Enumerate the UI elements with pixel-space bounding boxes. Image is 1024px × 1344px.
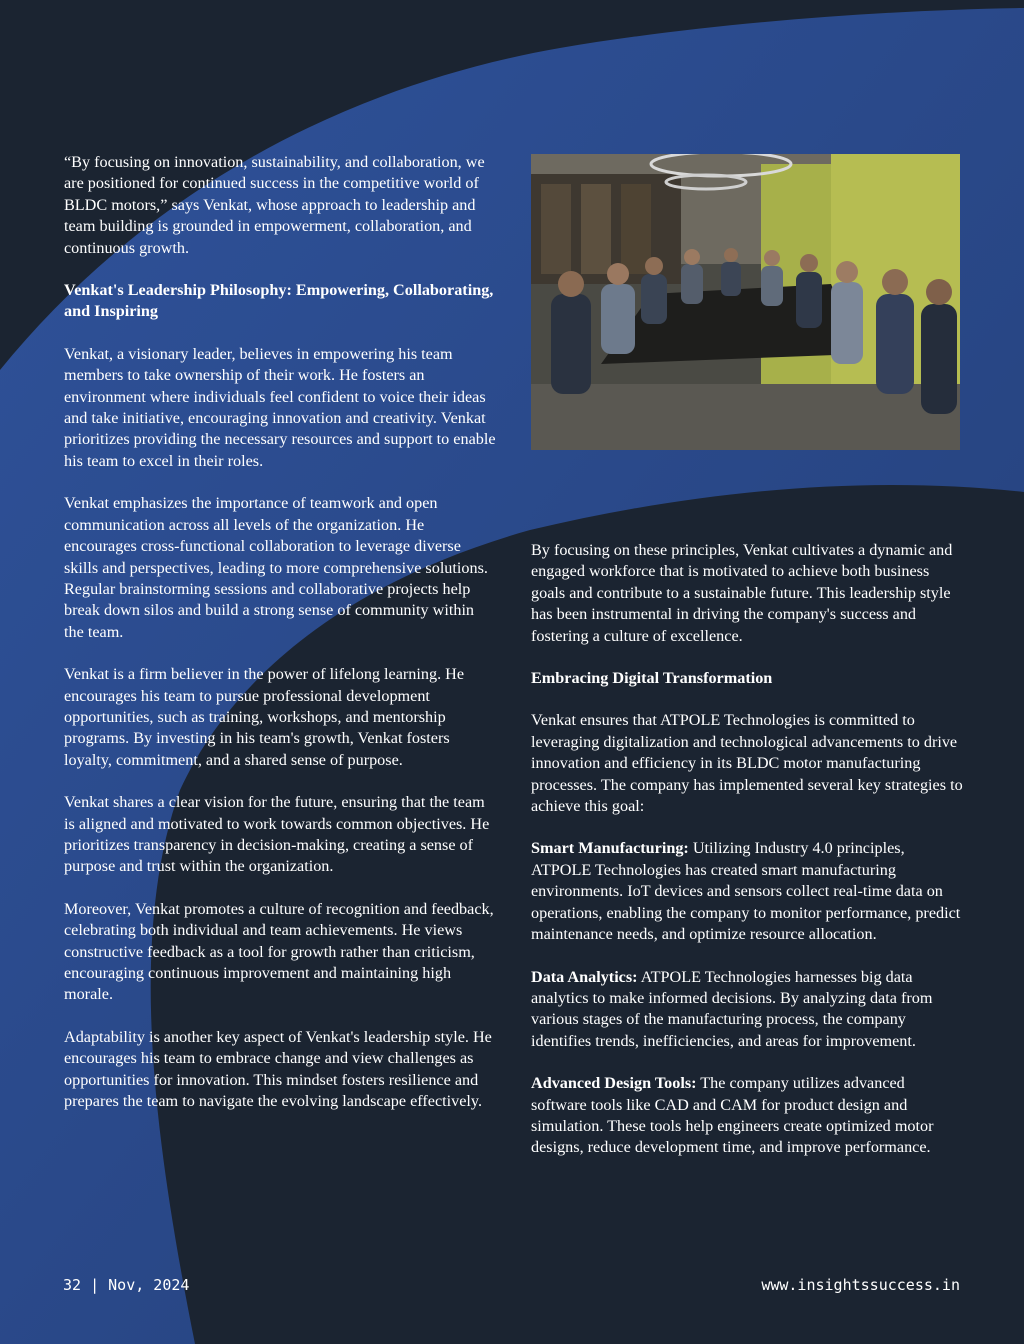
body-paragraph: Adaptability is another key aspect of Venkat's leadership style. He encourages his team to embrace change and view challenges as opportunities for innovation. This mindset fosters resilience and prepares the team to navigate the evolving landscape effectively. xyxy=(64,1027,492,1111)
body-paragraph: Venkat, a visionary leader, believes in empowering his team members to take ownership of their work. He fosters an environment where individuals feel confident to voice their ideas and take initiative, encouraging innovation and creativity. Venkat prioritizes providing the necessary resources and support to enable his team to excel in their roles. xyxy=(64,344,496,470)
right-column xyxy=(531,540,963,1180)
body-paragraph: Venkat is a firm believer in the power of lifelong learning. He encourages his team to pursue professional development opportunities, such as training, workshops, and mentorship programs. By investing in his team's growth, Venkat fosters loyalty, commitment, and a shared sense of purpose. xyxy=(64,665,465,769)
digital-transformation-heading: Embracing Digital Transformation xyxy=(531,669,773,688)
design-tools-paragraph xyxy=(531,1073,963,1159)
data-analytics-text: ATPOLE Technologies harnesses big data analytics to make informed decisions. By analyzing data from various stages of the manufacturing process, the company identifies trends, inefficiencies, and areas for improvement. xyxy=(531,967,933,1050)
body-paragraph: Venkat emphasizes the importance of teamwork and open communication across all levels of the organization. He encourages cross-functional collaboration to leverage diverse skills and perspectives, leading to more comprehensive solutions. Regular brainstorming sessions and collaborative projects help break down silos and build a strong sense of community within the team. xyxy=(64,494,488,641)
body-paragraph: Venkat shares a clear vision for the future, ensuring that the team is aligned and motivated to work towards common objectives. He prioritizes transparency in decision-making, creating a sense of purpose and trust within the organization. xyxy=(64,793,490,876)
design-tools-label: Advanced Design Tools: xyxy=(531,1074,697,1093)
body-paragraph: Moreover, Venkat promotes a culture of recognition and feedback, celebrating both individual and team achievements. He views constructive feedback as a tool for growth rather than criticism, encouraging continuous improvement and maintaining high morale. xyxy=(64,899,494,1004)
website-url: www.insightssuccess.in xyxy=(761,1276,960,1294)
team-meeting-photo xyxy=(531,154,960,450)
left-column xyxy=(64,152,496,1133)
quote-paragraph: “By focusing on innovation, sustainability, and collaboration, we are positioned for continued success in the competitive world of BLDC motors,” says Venkat, whose approach to leadership and team building is grounded in empowerment, collaboration, and continuous growth. xyxy=(64,153,485,257)
data-analytics-label: Data Analytics: xyxy=(531,967,638,986)
body-paragraph: By focusing on these principles, Venkat cultivates a dynamic and engaged workforce that is motivated to achieve both business goals and contribute to a sustainable future. This leadership style has been instrumental in driving the company's success and fostering a culture of excellence. xyxy=(531,541,953,645)
design-tools-text: The company utilizes advanced software tools like CAD and CAM for product design and simulation. These tools help engineers create optimized motor designs, reduce development time, and improve performance. xyxy=(531,1074,934,1157)
leadership-heading: Venkat's Leadership Philosophy: Empowering, Collaborating, and Inspiring xyxy=(64,281,494,321)
smart-manufacturing-label: Smart Manufacturing: xyxy=(531,839,689,858)
smart-manufacturing-paragraph xyxy=(531,838,963,945)
page-number-date: 32 | Nov, 2024 xyxy=(63,1276,190,1294)
data-analytics-paragraph xyxy=(531,967,963,1053)
smart-manufacturing-text: Utilizing Industry 4.0 principles, ATPOLE Technologies has created smart manufacturing environments. IoT devices and sensors collect real-time data on operations, enabling the company to monitor performance, predict maintenance needs, and optimize resource allocation. xyxy=(531,839,961,944)
body-paragraph: Venkat ensures that ATPOLE Technologies is committed to leveraging digitalization and technological advancements to drive innovation and efficiency in its BLDC motor manufacturing processes. The company has implemented several key strategies to achieve this goal: xyxy=(531,711,963,816)
